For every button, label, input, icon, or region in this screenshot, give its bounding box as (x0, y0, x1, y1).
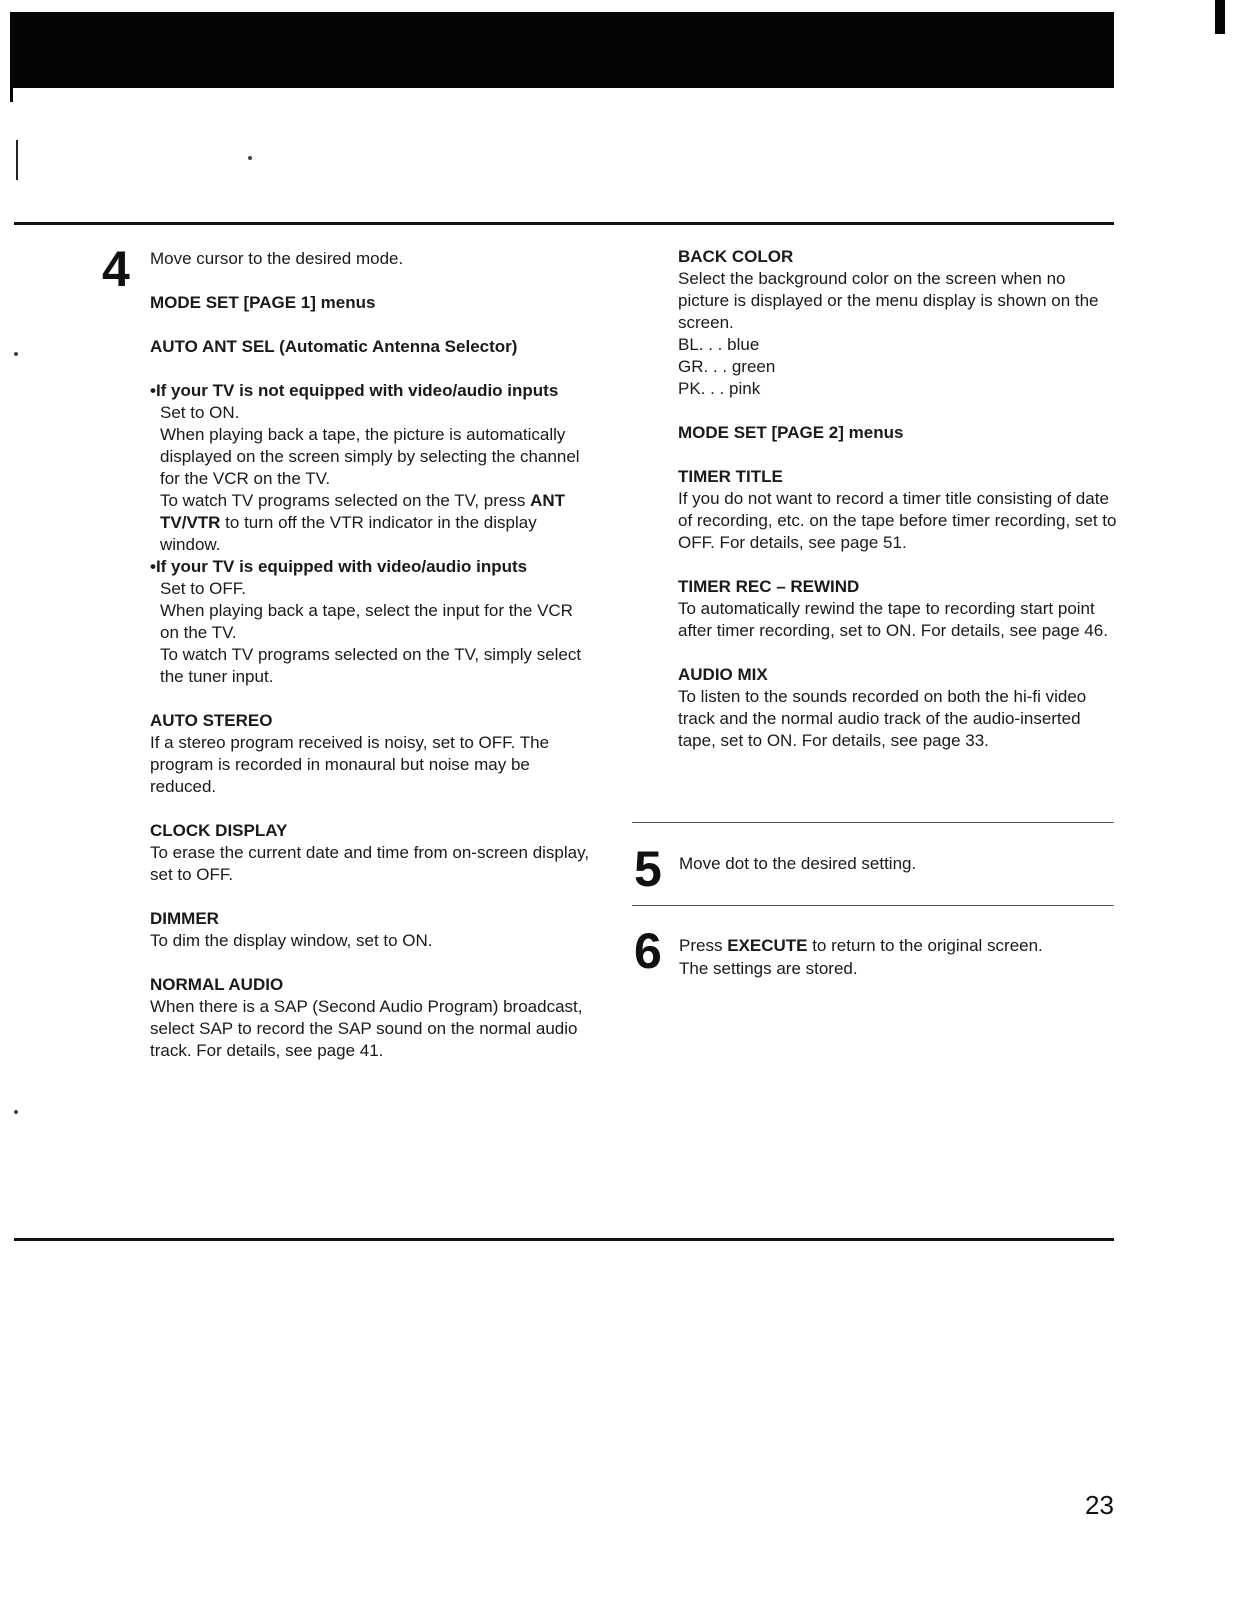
step-4-intro: Move cursor to the desired mode. (150, 249, 404, 268)
audio-mix-body: To listen to the sounds recorded on both the hi-fi video track and the normal audio track of the audio-inserted tape, set to ON. For details, see page 33. (678, 687, 1087, 750)
auto-ant-case2-line3: To watch TV programs selected on the TV, simply select the tuner input. (160, 645, 582, 686)
header-bar (10, 12, 1114, 88)
auto-ant-heading: AUTO ANT SEL (Automatic Antenna Selector) (150, 337, 518, 356)
auto-stereo-body: If a stereo program received is noisy, set to OFF. The program is recorded in monaural but noise may be reduced. (150, 733, 550, 796)
scan-speck (14, 1110, 18, 1114)
page2-heading: MODE SET [PAGE 2] menus (678, 423, 904, 442)
timer-rec-rewind-body: To automatically rewind the tape to recording start point after timer recording, set to ON. For details, see page 46. (678, 599, 1108, 640)
step-6-rule (632, 905, 1114, 906)
normal-audio-heading: NORMAL AUDIO (150, 975, 284, 994)
auto-ant-case1-line2: When playing back a tape, the picture is automatically displayed on the screen simply by selecting the channel for the VCR on the TV. (160, 425, 580, 488)
page-number: 23 (1085, 1490, 1114, 1520)
back-color-heading: BACK COLOR (678, 247, 794, 266)
execute-key: EXECUTE (727, 936, 808, 955)
dimmer-body: To dim the display window, set to ON. (150, 931, 433, 950)
step-6-text-start: Press (679, 936, 728, 955)
auto-ant-case1-heading: •If your TV is not equipped with video/audio inputs (150, 381, 559, 400)
normal-audio-body: When there is a SAP (Second Audio Program) broadcast, select SAP to record the SAP sound on the normal audio track. For details, see page 41. (150, 997, 583, 1060)
step-6-note: The settings are stored. (679, 959, 858, 978)
step-5-text: Move dot to the desired setting. (679, 854, 917, 873)
back-color-body: Select the background color on the screen when no picture is displayed or the menu display is shown on the screen. (678, 269, 1099, 332)
audio-mix-heading: AUDIO MIX (678, 665, 768, 684)
auto-ant-case2-heading: •If your TV is equipped with video/audio inputs (150, 557, 528, 576)
step-6-number: 6 (634, 923, 662, 979)
auto-ant-case2-line1: Set to OFF. (160, 579, 246, 598)
dimmer-heading: DIMMER (150, 909, 219, 928)
auto-stereo-heading: AUTO STEREO (150, 711, 273, 730)
step-6-text-end: to return to the original screen. (807, 936, 1043, 955)
auto-ant-case1-line3-rest: to turn off the VTR indicator in the display window. (160, 513, 537, 554)
timer-title-body: If you do not want to record a timer title consisting of date of recording, etc. on the tape before timer recording, set to OFF. For details, see page 51. (678, 489, 1117, 552)
clock-display-body: To erase the current date and time from on-screen display, set to OFF. (150, 843, 590, 884)
bottom-rule (14, 1238, 1114, 1241)
timer-title-heading: TIMER TITLE (678, 467, 783, 486)
header-underline (10, 88, 133, 102)
auto-ant-case1-line3-text: To watch TV programs selected on the TV, press (160, 491, 531, 510)
scan-speck (248, 156, 252, 160)
step-4-number: 4 (102, 241, 130, 297)
back-color-option-green: GR. . . green (678, 357, 776, 376)
clock-display-heading: CLOCK DISPLAY (150, 821, 288, 840)
margin-tick (16, 140, 18, 180)
auto-ant-case1-line3 (160, 490, 590, 556)
right-column (678, 246, 1118, 752)
page1-heading: MODE SET [PAGE 1] menus (150, 293, 376, 312)
back-color-option-blue: BL. . . blue (678, 335, 760, 354)
auto-ant-case2-line2: When playing back a tape, select the input for the VCR on the TV. (160, 601, 573, 642)
left-column (150, 248, 590, 1062)
back-color-option-pink: PK. . . pink (678, 379, 761, 398)
scan-speck (14, 352, 18, 356)
step-5-rule (632, 822, 1114, 823)
ant-tv-vtr-key: ANT TV/VTR (160, 491, 566, 532)
top-rule (14, 222, 1114, 225)
edge-mark (1215, 0, 1225, 34)
step-6-text (679, 934, 1119, 980)
auto-ant-case1-line1: Set to ON. (160, 403, 240, 422)
timer-rec-rewind-heading: TIMER REC – REWIND (678, 577, 860, 596)
step-5-number: 5 (634, 841, 662, 897)
